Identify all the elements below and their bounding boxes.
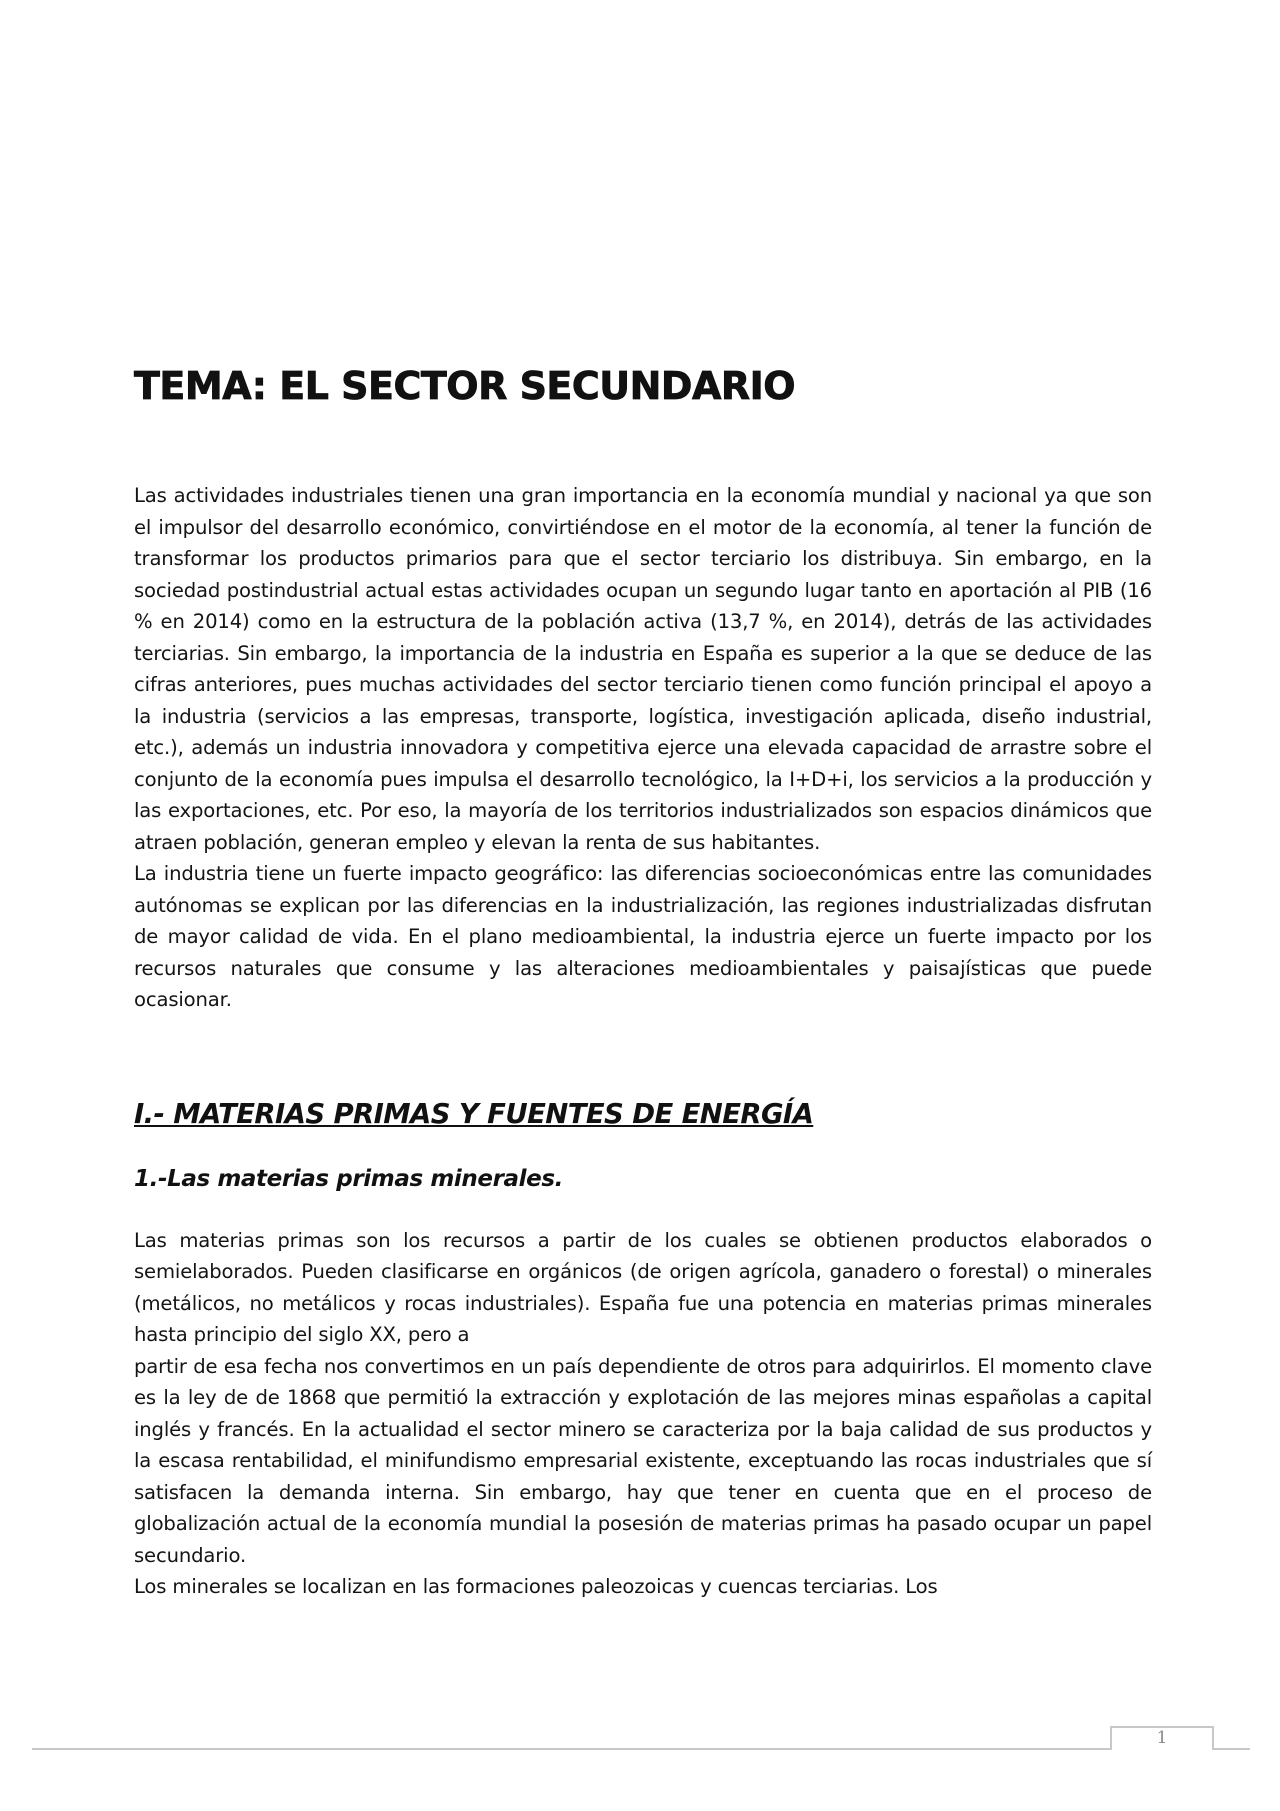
intro-paragraph-1: Las actividades industriales tienen una gran importancia en la economía mundial y nacional ya que son el impulsor del desarrollo económico, convirtiéndose en el motor de la economía, al tener la función de transformar los productos primarios para que el sector terciario los distribuya. Sin embargo, en la sociedad postindustrial actual estas actividades ocupan un segundo lugar tanto en aportación al PIB (16 % en 2014) como en la estructura de la población activa (13,7 %, en 2014), detrás de las actividades terciarias. Sin embargo, la importancia de la industria en España es superior a la que se deduce de las cifras anteriores, pues muchas actividades del sector terciario tienen como función principal el apoyo a la industria (servicios a las empresas, transporte, logística, investigación aplicada, diseño industrial, etc.), además un industria innovadora y competitiva ejerce una elevada capacidad de arrastre sobre el conjunto de la economía pues impulsa el desarrollo tecnológico, la I+D+i, los servicios a la producción y las exportaciones, etc. Por eso, la mayoría de los territorios industrializados son espacios dinámicos que atraen población, generan empleo y elevan la renta de sus habitantes. (134, 484, 1152, 854)
footer-rule-right (1212, 1748, 1250, 1750)
page-number: 1 (1156, 1728, 1168, 1748)
footer-rule-left (32, 1748, 1110, 1750)
section-heading: I.- MATERIAS PRIMAS Y FUENTES DE ENERGÍA (134, 1097, 814, 1130)
subsection-heading: 1.-Las materias primas minerales. (134, 1165, 563, 1192)
page-content (134, 364, 1152, 1603)
section-paragraph-2: partir de esa fecha nos convertimos en un país dependiente de otros para adquirirlos. El momento clave es la ley de de 1868 que permitió la extracción y explotación de las mejores minas españolas a capital inglés y francés. En la actualidad el sector minero se caracteriza por la baja calidad de sus productos y la escasa rentabilidad, el minifundismo empresarial existente, exceptuando las rocas industriales que sí satisfacen la demanda interna. Sin embargo, hay que tener en cuenta que en el proceso de globalización actual de la economía mundial la posesión de materias primas ha pasado ocupar un papel secundario. (134, 1354, 1152, 1567)
page-title: TEMA: EL SECTOR SECUNDARIO (134, 364, 796, 408)
intro-paragraph-2: La industria tiene un fuerte impacto geográfico: las diferencias socioeconómicas entre las comunidades autónomas se explican por las diferencias en la industrialización, las regiones industrializadas disfrutan de mayor calidad de vida. En el plano medioambiental, la industria ejerce un fuerte impacto por los recursos naturales que consume y las alteraciones medioambientales y paisajísticas que puede ocasionar. (134, 862, 1152, 1011)
section-paragraph-1: Las materias primas son los recursos a partir de los cuales se obtienen productos elaborados o semielaborados. Pueden clasificarse en orgánicos (de origen agrícola, ganadero o forestal) o minerales (metálicos, no metálicos y rocas industriales). España fue una potencia en materias primas minerales hasta principio del siglo XX, pero a (134, 1228, 1152, 1346)
section-paragraph-3: Los minerales se localizan en las formaciones paleozoicas y cuencas terciarias. Los (134, 1575, 938, 1598)
